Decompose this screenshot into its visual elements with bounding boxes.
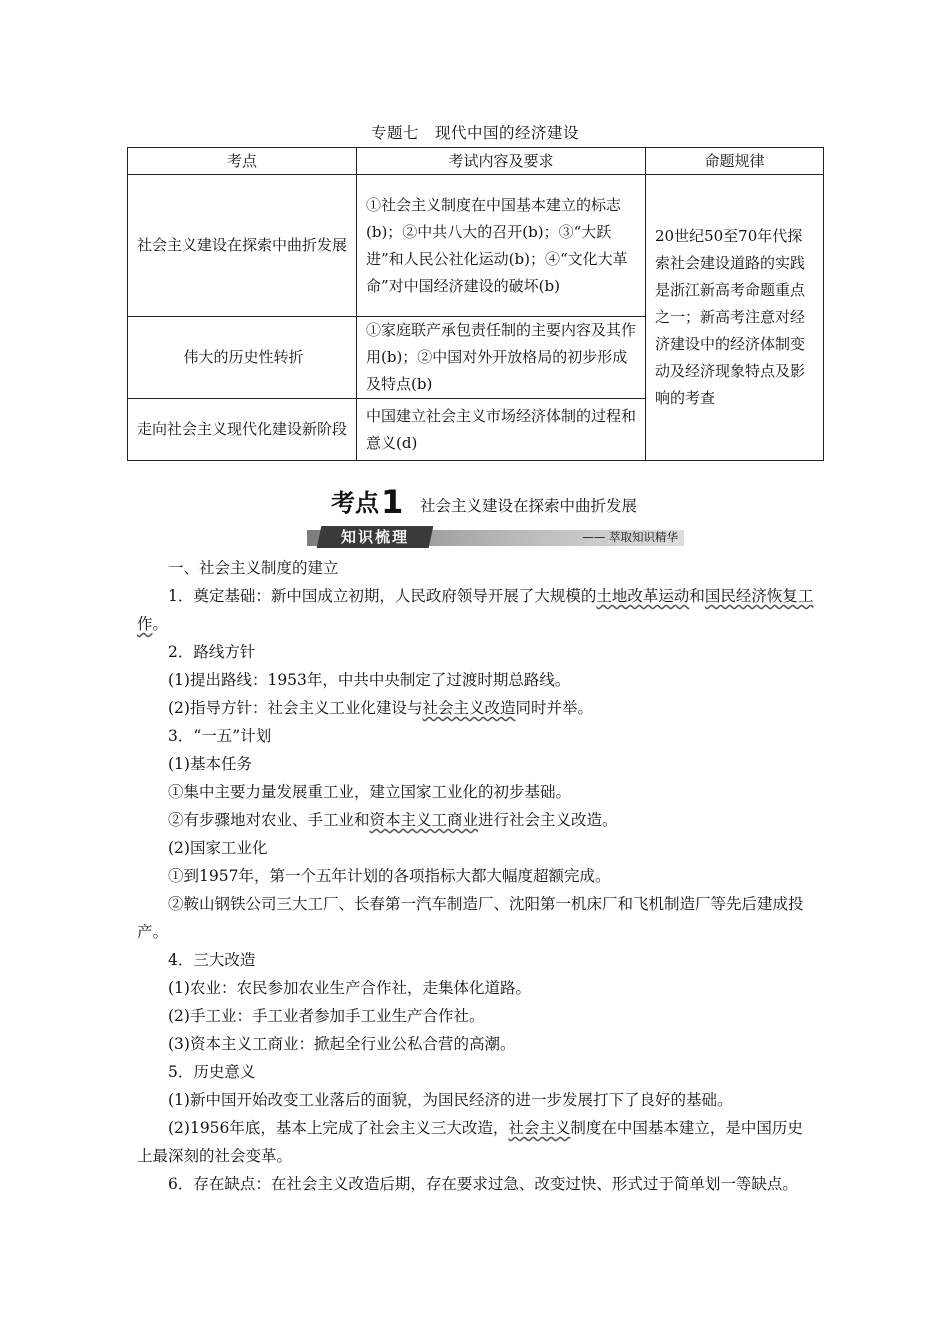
paragraph: 4．三大改造 bbox=[168, 951, 256, 969]
banner-tag: 知识梳理 bbox=[317, 526, 434, 548]
paragraph: (1)提出路线：1953年，中共中央制定了过渡时期总路线。 bbox=[168, 671, 571, 689]
page-title: 专题七 现代中国的经济建设 bbox=[370, 124, 579, 142]
paragraph: (2)国家工业化 bbox=[168, 839, 268, 857]
paragraph: (1)新中国开始改变工业落后的面貌，为国民经济的进一步发展打下了良好的基础。 bbox=[168, 1091, 733, 1109]
row-content: ①社会主义制度在中国基本建立的标志(b)；②中共八大的召开(b)；③“大跃进”和人民公社化运动(b)；④“文化大革命”对中国经济建设的破坏(b) bbox=[357, 175, 646, 317]
law-cell: 20世纪50至70年代探索社会建设道路的实践是浙江新高考命题重点之一；新高考注意对经济建设中的经济体制变动及经济现象特点及影响的考查 bbox=[646, 175, 824, 461]
row-topic: 伟大的历史性转折 bbox=[128, 317, 357, 399]
header-content: 考试内容及要求 bbox=[357, 148, 646, 175]
table-header-row bbox=[128, 148, 824, 175]
paragraph: (1)基本任务 bbox=[168, 755, 252, 773]
banner-caption: —— 萃取知识精华 bbox=[582, 530, 678, 544]
paragraph: 一、社会主义制度的建立 bbox=[168, 559, 339, 577]
table-row bbox=[128, 175, 824, 317]
paragraph: ②有步骤地对农业、手工业和资本主义工商业进行社会主义改造。 bbox=[168, 811, 618, 829]
paragraph: 6．存在缺点：在社会主义改造后期，存在要求过急、改变过快、形式过于简单划一等缺点。 bbox=[168, 1175, 798, 1193]
paragraph: (2)手工业：手工业者参加手工业生产合作社。 bbox=[168, 1007, 485, 1025]
paragraph: 2．路线方针 bbox=[168, 643, 256, 661]
exam-overview-table bbox=[127, 147, 824, 461]
paragraph: (1)农业：农民参加农业生产合作社，走集体化道路。 bbox=[168, 979, 531, 997]
row-topic: 走向社会主义现代化建设新阶段 bbox=[128, 399, 357, 461]
section-label: 考点1 bbox=[331, 483, 404, 521]
body-text bbox=[137, 554, 817, 1198]
section-number: 1 bbox=[381, 483, 404, 521]
paragraph: (3)资本主义工商业：掀起全行业公私合营的高潮。 bbox=[168, 1035, 516, 1053]
paragraph: ①集中主要力量发展重工业，建立国家工业化的初步基础。 bbox=[168, 783, 572, 801]
header-topic: 考点 bbox=[128, 148, 357, 175]
paragraph: ①到1957年，第一个五年计划的各项指标大都大幅度超额完成。 bbox=[168, 867, 611, 885]
row-content: ①家庭联产承包责任制的主要内容及其作用(b)；②中国对外开放格局的初步形成及特点(b) bbox=[357, 317, 646, 399]
row-content: 中国建立社会主义市场经济体制的过程和意义(d) bbox=[357, 399, 646, 461]
paragraph: 5．历史意义 bbox=[168, 1063, 256, 1081]
row-topic: 社会主义建设在探索中曲折发展 bbox=[128, 175, 357, 317]
paragraph: (2)1956年底，基本上完成了社会主义三大改造，社会主义制度在中国基本建立，是中国历史上最深刻的社会变革。 bbox=[137, 1119, 803, 1165]
paragraph: (2)指导方针：社会主义工业化建设与社会主义改造同时并举。 bbox=[168, 699, 593, 717]
paragraph: ②鞍山钢铁公司三大工厂、长春第一汽车制造厂、沈阳第一机床厂和飞机制造厂等先后建成投产。 bbox=[137, 895, 804, 941]
knowledge-banner bbox=[307, 526, 684, 548]
section-subtitle: 社会主义建设在探索中曲折发展 bbox=[420, 497, 638, 515]
paragraph: 3．“一五”计划 bbox=[168, 727, 272, 745]
paragraph: 1．奠定基础：新中国成立初期，人民政府领导开展了大规模的土地改革运动和国民经济恢复工作。 bbox=[137, 587, 814, 633]
header-law: 命题规律 bbox=[646, 148, 824, 175]
